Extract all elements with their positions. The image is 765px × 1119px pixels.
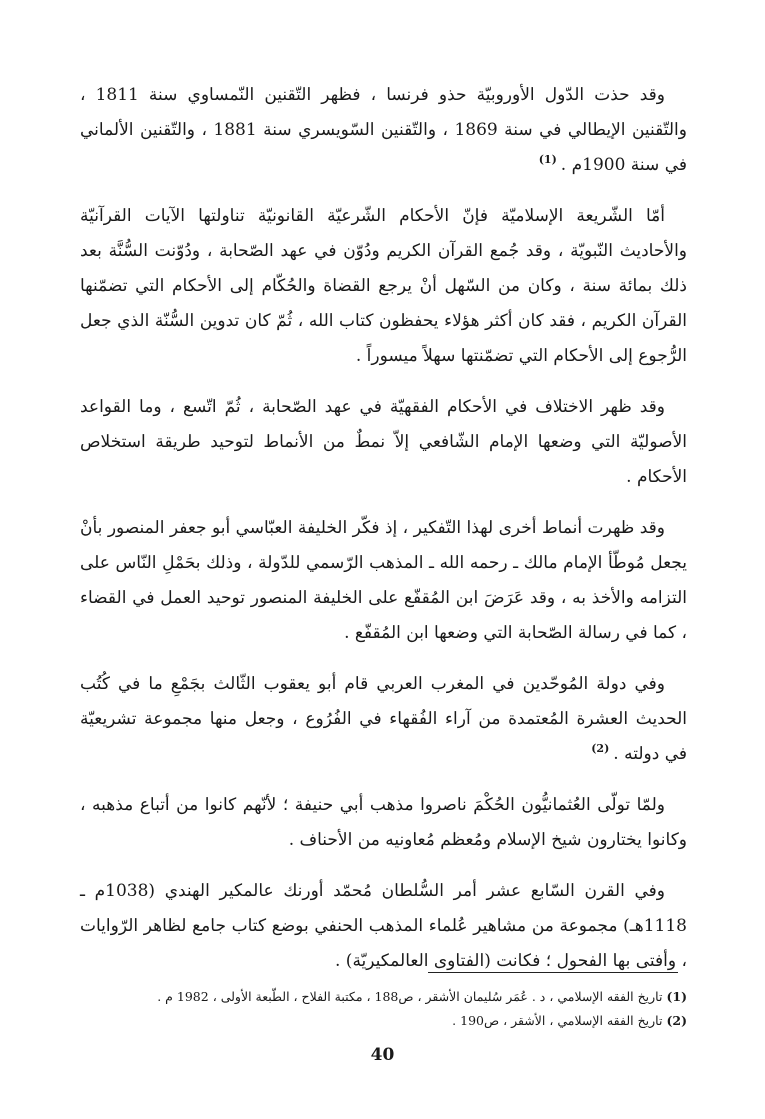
- footnote-ref-1: (1): [538, 153, 557, 167]
- footnote-1-text: تاريخ الفقه الإسلامي ، د . عُمَر سُليمان الأشقر ، ص188 ، مكتبة الفلاح ، الطّبعة الأولى ، 1982 م .: [157, 989, 663, 1004]
- paragraph-7-text: وفي القرن السّابع عشر أمر السُّلطان مُحمّد أورنك عالمكير الهندي (1038م ـ 1118هـ) مجموعة من مشاهير عُلماء المذهب الحنفي بوضع كتاب جامع لظاهر الرّوايات ، وأفتى بها الفحول ؛ فكانت (الفتاوى العالمكيريّة) .: [80, 881, 687, 971]
- paragraph-4: [80, 511, 687, 651]
- paragraph-7: [80, 874, 687, 979]
- paragraph-6: [80, 788, 687, 858]
- footnote-2: [80, 1009, 687, 1033]
- footnote-1: [80, 985, 687, 1009]
- paragraph-2: [80, 199, 687, 374]
- footnote-divider: [428, 972, 678, 973]
- paragraph-2-text: أمّا الشّريعة الإسلاميّة فإنّ الأحكام الشّرعيّة القانونيّة تناولتها الآيات القرآنيّة والأحاديث النّبويّة ، وقد جُمع القرآن الكريم ودُوّن في عهد الصّحابة ، ودُوّنت السُّنَّة بعد ذلك بمائة سنة ، وكان من السّهل أنْ يرجع القضاة والحُكّام إلى الأحكام التي تضمّنها القرآن الكريم ، فقد كان أكثر هؤلاء يحفظون كتاب الله ، ثُمّ كان تدوين السُّنّة الذي جعل الرُّجوع إلى الأحكام التي تضمّنتها سهلاً ميسوراً .: [80, 206, 687, 366]
- page-number: 40: [370, 1045, 395, 1065]
- paragraph-3: [80, 390, 687, 495]
- paragraph-3-text: وقد ظهر الاختلاف في الأحكام الفقهيّة في عهد الصّحابة ، ثُمّ اتّسع ، وما القواعد الأصوليّة التي وضعها الإمام الشّافعي إلاّ نمطٌ من الأنماط لتوحيد طريقة استخلاص الأحكام .: [80, 397, 687, 487]
- footnotes: [80, 985, 687, 1033]
- paragraph-6-text: ولمّا تولّى العُثمانيُّون الحُكْمَ ناصروا مذهب أبي حنيفة ؛ لأنّهم كانوا من أتباع مذهبه ، وكانوا يختارون شيخ الإسلام ومُعظم مُعاونيه من الأحناف .: [80, 795, 687, 850]
- paragraph-5-text: وفي دولة المُوحّدين في المغرب العربي قام أبو يعقوب الثّالث بجَمْعِ ما في كُتُب الحديث العشرة المُعتمدة من آراء الفُقهاء في الفُرُوع ، وجعل منها مجموعة تشريعيّة في دولته .: [80, 674, 687, 764]
- footnote-2-number: (2): [666, 1013, 687, 1028]
- paragraph-5: [80, 667, 687, 772]
- paragraph-4-text: وقد ظهرت أنماط أخرى لهذا التّفكير ، إذ فكّر الخليفة العبّاسي أبو جعفر المنصور بأنْ يجعل مُوطّأ الإمام مالك ـ رحمه الله ـ المذهب الرّسمي للدّولة ، وذلك بحَمْلِ النّاس على التزامه والأخذ به ، وقد عَرَضَ ابن المُقفّع على الخليفة المنصور توحيد العمل في القضاء ، كما في رسالة الصّحابة التي وضعها ابن المُقفّع .: [80, 518, 687, 643]
- paragraph-1-text: وقد حذت الدّول الأوروبيّة حذو فرنسا ، فظهر التّقنين النّمساوي سنة 1811 ، والتّقنين الإيطالي في سنة 1869 ، والتّقنين السّويسري سنة 1881 ، والتّقنين الألماني في سنة 1900م .: [80, 85, 687, 175]
- paragraph-1: [80, 78, 687, 183]
- footnote-1-number: (1): [666, 989, 687, 1004]
- footnote-ref-2: (2): [591, 742, 610, 756]
- footnote-2-text: تاريخ الفقه الإسلامي ، الأشقر ، ص190 .: [452, 1013, 663, 1028]
- body-text: [80, 78, 687, 995]
